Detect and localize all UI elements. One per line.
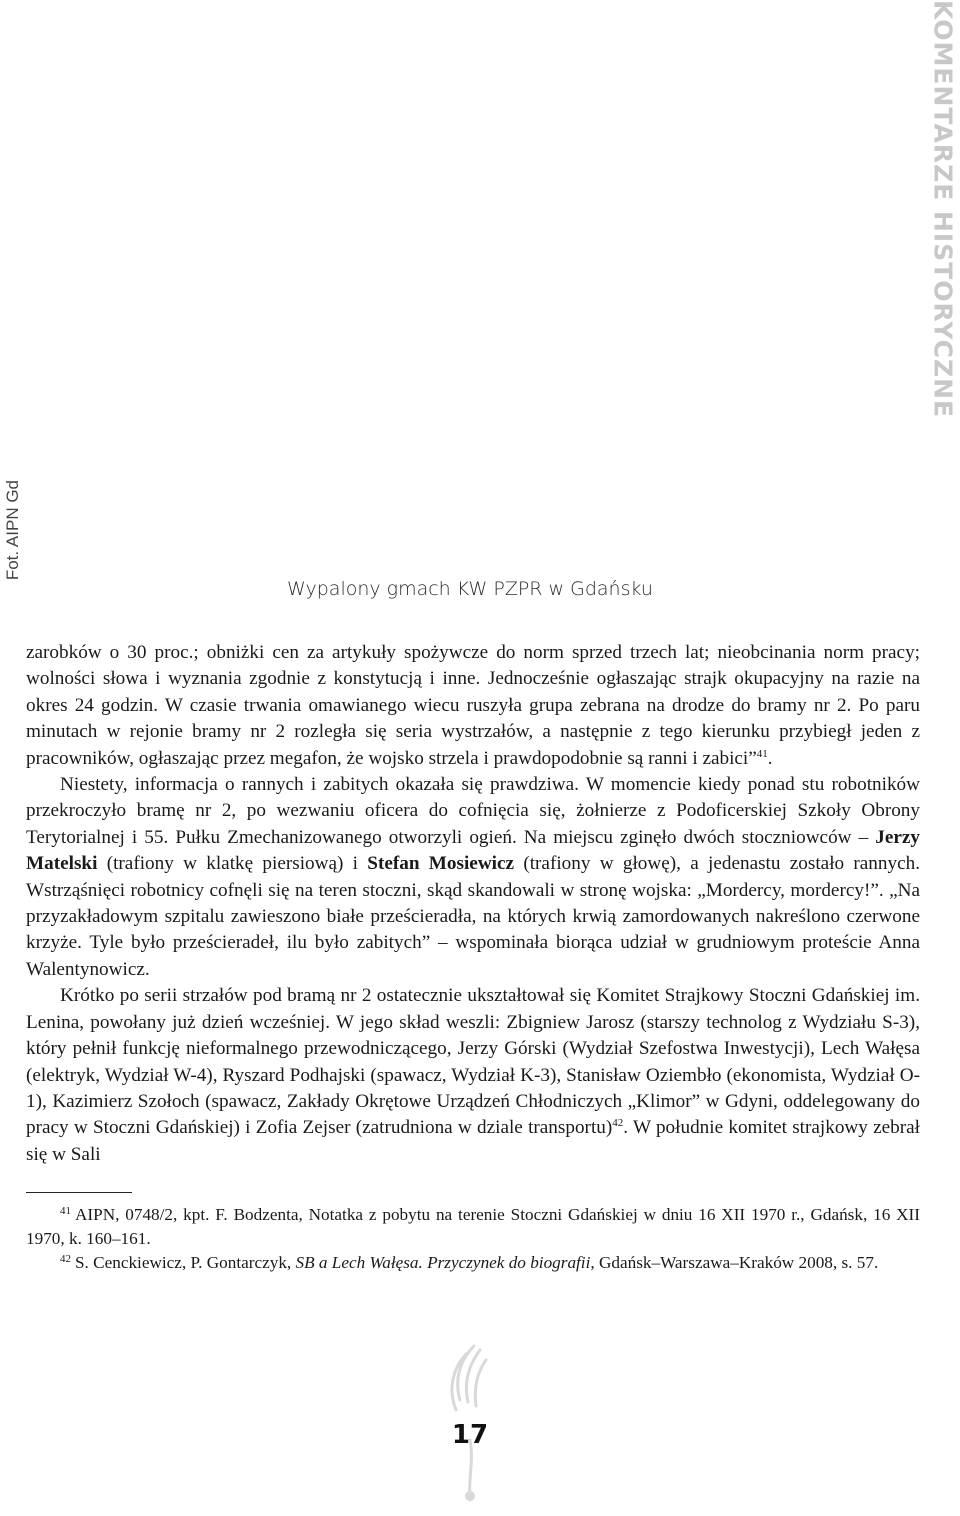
paragraph-1: zarobków o 30 proc.; obniżki cen za artykuły spożywcze do norm sprzed trzech lat; nieobcinania norm pracy; wolności słowa i wyznania zgodnie z konstytucją i inne. Jednocześnie ogłaszając strajk okupacyjny na razie na okres 24 godzin. W czasie trwania omawianego wiecu ruszyła grupa zebrana na drodze do bramy nr 2. Po paru minutach w rejonie bramy nr 2 rozległa się seria wystrzałów, a następnie z tego kierunku przybiegł jeden z pracowników, ogłaszając przez megafon, że wojsko strzela i prawdopodobnie są ranni i zabici”$^{41}$. [26, 642, 920, 769]
book-title: SB a Lech Wałęsa. Przyczynek do biografii [295, 1253, 591, 1272]
footnote-42: $^{42}$ S. Cenckiewicz, P. Gontarczyk, SB a Lech Wałęsa. Przyczynek do biografii, Gdańsk–Warszawa–Kraków 2008, s. 57. [60, 1253, 879, 1272]
footnote-divider [26, 1192, 132, 1193]
footnote-ref-42[interactable]: 42 [612, 1117, 624, 1130]
photo-credit-text: Fot. AIPN Gd [2, 479, 22, 580]
paragraph-3: Krótko po serii strzałów pod bramą nr 2 ostatecznie ukształtował się Komitet Strajkowy Stoczni Gdańskiej im. Lenina, powołany już dzień wcześniej. W jego skład weszli: Zbigniew Jarosz (starszy technolog z Wydziału S-3), który pełnił funkcję nieformalnego przewodniczącego, Jerzy Górski (Wydział Szefostwa Inwestycji), Lech Wałęsa (elektryk, Wydział W-4), Ryszard Podhajski (spawacz, Wydział K-3), Stanisław Oziembło (ekonomista, Wydział O-1), Kazimierz Szołoch (spawacz, Zakłady Okrętowe Urządzeń Chłodniczych „Klimor” w Gdyni, oddelegowany do pracy w Stoczni Gdańskiej) i Zofia Zejser (zatrudniona w dziale transportu)$^{42}$. W południe komitet strajkowy zebrał się w Sali [26, 985, 920, 1165]
footnote-ref-41[interactable]: 41 [756, 747, 768, 760]
article-body [26, 640, 920, 1168]
victim-name-2: Stefan Mosiewicz [367, 853, 515, 875]
footnote-number: 41 [60, 1205, 71, 1217]
section-title-vertical [926, 0, 960, 419]
section-title-text: KOMENTARZE HISTORYCZNE [928, 0, 958, 419]
footnotes [26, 1203, 920, 1275]
photo-credit [0, 420, 24, 580]
paragraph-2: Niestety, informacja o rannych i zabitych okazała się prawdziwa. W momencie kiedy ponad stu robotników przekroczyło bramę nr 2, po wezwaniu oficera do cofnięcia się, żołnierze z Podoficerskiej Szkoły Obrony Terytorialnej i 55. Pułku Zmechanizowanego otworzyli ogień. Na miejscu zginęło dwóch stoczniowców – Jerzy Matelski (trafiony w klatkę piersiową) i Stefan Mosiewicz (trafiony w głowę), a jedenastu zostało rannych. Wstrząśnięci robotnicy cofnęli się na teren stoczni, skąd skandowali w stronę wojska: „Mordercy, mordercy!”. „Na przyzakładowym szpitalu zawieszono białe prześcieradła, na których krwią zamordowanych nakreślono czerwone krzyże. Tyle było prześcieradeł, ilu było zabitych” – wspominała biorąca udział w grudniowym proteście Anna Walentynowicz. [26, 774, 920, 980]
victim-name-1: Jerzy Matelski [26, 826, 920, 875]
footnote-number: 42 [60, 1253, 71, 1265]
footnote-41: $^{41}$ AIPN, 0748/2, kpt. F. Bodzenta, Notatka z pobytu na terenie Stoczni Gdańskiej w dniu 16 XII 1970 r., Gdańsk, 16 XII 1970, k. 160–161. [26, 1205, 920, 1248]
page-number: 17 [451, 1420, 489, 1450]
photo-caption: Wypalony gmach KW PZPR w Gdańsku [287, 578, 653, 600]
